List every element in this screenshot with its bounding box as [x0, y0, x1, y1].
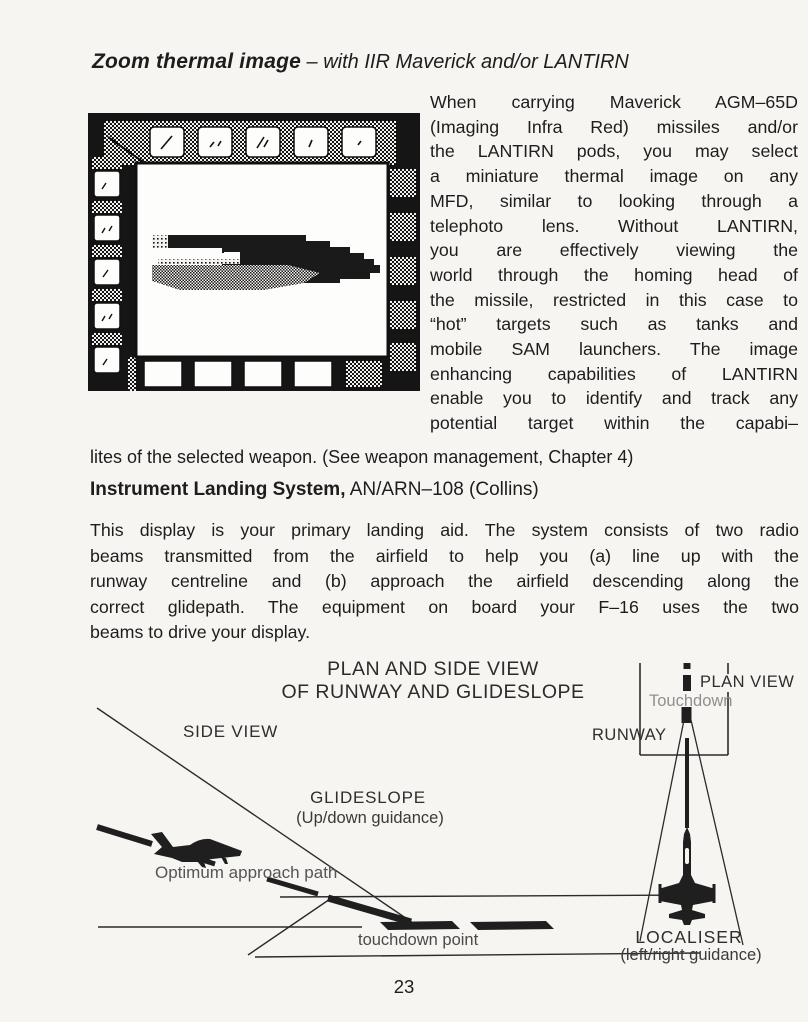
runway-glideslope-diagram [0, 648, 808, 980]
section-heading-rest: AN/ARN–108 (Collins) [345, 479, 539, 500]
side-view-diagram [97, 708, 700, 957]
ils-line: correct glidepath. The equipment on board your F–16 uses the two [90, 596, 799, 617]
mfd-screen [136, 163, 388, 357]
plan-touchdown-label: Touchdown [649, 692, 733, 710]
plan-view-label: PLAN VIEW [700, 673, 795, 691]
touchdown-markings [380, 921, 554, 930]
intro-line: MFD, similar to looking through a [430, 190, 798, 211]
section-heading-ils [90, 479, 539, 501]
side-view-label: SIDE VIEW [183, 722, 279, 741]
intro-line: the LANTIRN pods, you may select [430, 141, 798, 162]
page-title-bold: Zoom thermal image [92, 50, 301, 73]
page-number: 23 [393, 976, 415, 997]
intro-line: (Imaging Infra Red) missiles and/or [430, 116, 798, 137]
diagram-title-line2: OF RUNWAY AND GLIDESLOPE [281, 681, 585, 703]
intro-line: enable you to identify and track any [430, 388, 798, 409]
page-title [92, 50, 629, 74]
mfd-top-buttons [150, 127, 376, 157]
localiser-sub-label: (left/right guidance) [620, 946, 762, 964]
diagram-title-line1: PLAN AND SIDE VIEW [327, 658, 539, 680]
intro-paragraph [430, 90, 798, 436]
intro-line: “hot” targets such as tanks and [430, 314, 798, 335]
aircraft-top-icon [659, 827, 716, 925]
intro-line: enhancing capabilities of LANTIRN [430, 363, 798, 384]
intro-line: world through the homing head of [430, 264, 798, 285]
intro-line: potential target within the capabi– [430, 413, 798, 434]
ils-line: beams transmitted from the airfield to help you (a) line up with the [90, 545, 799, 566]
intro-line: you are effectively viewing the [430, 240, 798, 261]
page-title-rest: – with IIR Maverick and/or LANTIRN [300, 51, 629, 73]
intro-line: the missile, restricted in this case to [430, 289, 798, 310]
intro-line: telephoto lens. Without LANTIRN, [430, 215, 798, 236]
plan-view-diagram [592, 663, 794, 964]
glideslope-sub-label: (Up/down guidance) [296, 809, 444, 827]
runway-label: RUNWAY [592, 726, 667, 744]
section-heading-bold: Instrument Landing System, [90, 479, 346, 500]
glideslope-label: GLIDESLOPE [310, 788, 426, 807]
ils-paragraph [90, 518, 799, 646]
mfd-thermal-image [88, 113, 420, 391]
ils-line: This display is your primary landing aid. The system consists of two radio [90, 520, 799, 540]
ils-line: beams to drive your display. [90, 622, 311, 643]
approach-path-label: Optimum approach path [155, 863, 338, 882]
intro-line: a miniature thermal image on any [430, 166, 798, 187]
ils-line: runway centreline and (b) approach the airfield descending along the [90, 571, 799, 592]
localiser-label: LOCALISER [635, 927, 743, 947]
intro-line: mobile SAM launchers. The image [430, 339, 798, 360]
touchdown-point-label: touchdown point [358, 931, 479, 949]
intro-overflow-line: lites of the selected weapon. (See weapon management, Chapter 4) [90, 447, 634, 467]
intro-line: When carrying Maverick AGM–65D [430, 92, 798, 112]
